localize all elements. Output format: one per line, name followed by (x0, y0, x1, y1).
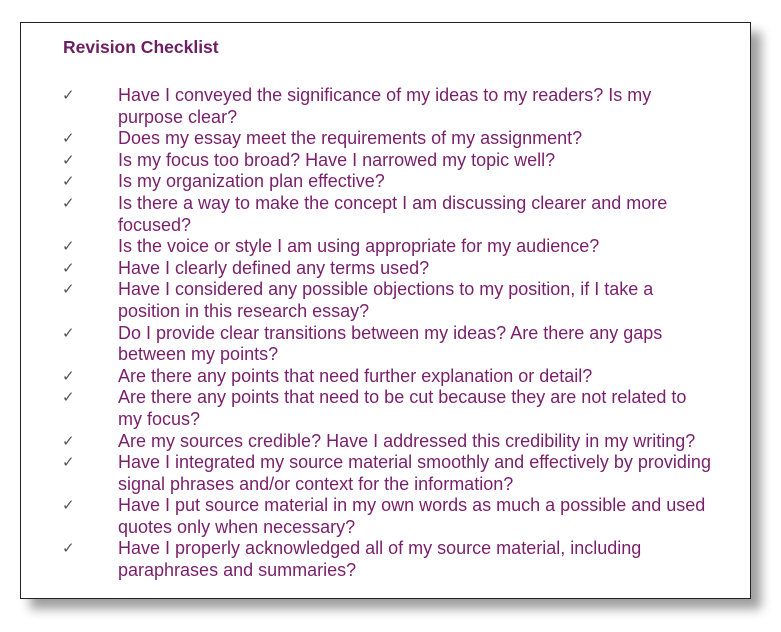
checklist-item (21, 366, 750, 388)
checkmark-icon: ✓ (62, 258, 75, 277)
checklist-item (21, 387, 750, 430)
checklist-card (20, 22, 751, 599)
checkmark-icon: ✓ (62, 86, 75, 104)
checkmark-icon: ✓ (62, 431, 75, 450)
checklist-item-text: paraphrases and summaries? (118, 560, 357, 581)
checklist-item (21, 431, 750, 453)
checklist (21, 85, 750, 582)
checklist-item (21, 171, 750, 193)
checklist-item-text: Is the voice or style I am using appropriate for my audience? (118, 236, 600, 257)
checklist-item (21, 495, 750, 538)
checklist-item-text: Have I put source material in my own words as much a possible and used (118, 495, 706, 516)
checklist-item-text: between my points? (118, 344, 279, 365)
checklist-item-text: Do I provide clear transitions between my ideas? Are there any gaps (118, 322, 663, 343)
checklist-item-text: my focus? (118, 408, 201, 429)
checklist-item-text: Are there any points that need further explanation or detail? (118, 365, 593, 386)
checkmark-icon: ✓ (62, 150, 75, 169)
checklist-item (21, 279, 750, 322)
checklist-item-text: Does my essay meet the requirements of my assignment? (118, 128, 583, 149)
checklist-item (21, 538, 750, 581)
checkmark-icon: ✓ (62, 539, 75, 558)
checklist-item-text: Have I properly acknowledged all of my source material, including (118, 538, 642, 559)
checkmark-icon: ✓ (62, 193, 75, 212)
checklist-item-text: Is my focus too broad? Have I narrowed my topic well? (118, 149, 556, 170)
checklist-item (21, 323, 750, 366)
checklist-item-text: Have I clearly defined any terms used? (118, 257, 430, 278)
checklist-item-text: Have I considered any possible objections to my position, if I take a (118, 279, 654, 300)
checklist-item-text: quotes only when necessary? (118, 516, 356, 537)
checkmark-icon: ✓ (62, 172, 75, 191)
checklist-item-text: signal phrases and/or context for the information? (118, 473, 514, 494)
checklist-item-text: position in this research essay? (118, 300, 370, 321)
checkmark-icon: ✓ (62, 453, 75, 472)
checklist-item-text: Is my organization plan effective? (118, 171, 385, 192)
checkmark-icon: ✓ (62, 323, 75, 342)
checklist-item (21, 85, 750, 128)
checklist-item-text: Are my sources credible? Have I addressed this credibility in my writing? (118, 430, 696, 451)
checklist-item-text: purpose clear? (118, 106, 238, 127)
checkmark-icon: ✓ (62, 280, 75, 299)
checklist-item (21, 258, 750, 280)
checklist-title: Revision Checklist (63, 37, 219, 57)
checklist-item (21, 128, 750, 150)
checklist-item-text: Is there a way to make the concept I am discussing clearer and more (118, 192, 668, 213)
checklist-item-text: Have I integrated my source material smoothly and effectively by providing (118, 452, 711, 473)
checkmark-icon: ✓ (62, 496, 75, 515)
checklist-item (21, 150, 750, 172)
checklist-item (21, 236, 750, 258)
checklist-item-text: focused? (118, 214, 192, 235)
checklist-item (21, 452, 750, 495)
checkmark-icon: ✓ (62, 366, 75, 385)
checkmark-icon: ✓ (62, 129, 75, 148)
checklist-item (21, 193, 750, 236)
checkmark-icon: ✓ (62, 237, 75, 256)
checkmark-icon: ✓ (62, 388, 75, 407)
checklist-item-text: Have I conveyed the significance of my ideas to my readers? Is my (118, 85, 652, 105)
checklist-item-text: Are there any points that need to be cut because they are not related to (118, 387, 687, 408)
